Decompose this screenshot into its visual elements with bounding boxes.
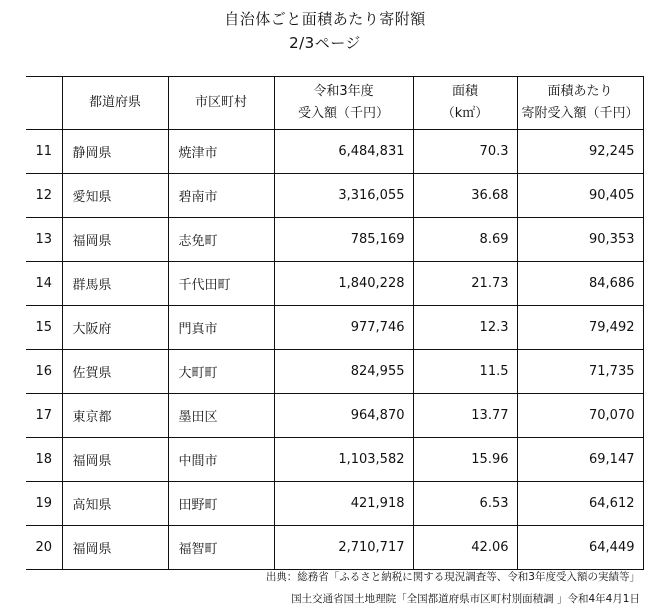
header-per-area (517, 77, 643, 130)
header-municipality: 市区町村 (168, 77, 274, 130)
header-rank (26, 77, 62, 130)
cell-per-area: 69,147 (517, 438, 643, 482)
cell-rank: 14 (26, 262, 62, 306)
cell-per-area: 90,405 (517, 174, 643, 218)
page-number: 2/3ページ (289, 34, 361, 52)
cell-per-area: 92,245 (517, 130, 643, 174)
cell-municipality: 碧南市 (168, 174, 274, 218)
table-row (26, 394, 643, 438)
cell-per-area: 64,449 (517, 526, 643, 570)
cell-donation: 785,169 (274, 218, 413, 262)
cell-area: 12.3 (413, 306, 517, 350)
cell-prefecture: 福岡県 (62, 218, 168, 262)
header-per-area-line1: 面積あたり (547, 84, 613, 99)
donation-table (26, 76, 644, 570)
cell-donation: 6,484,831 (274, 130, 413, 174)
cell-municipality: 中間市 (168, 438, 274, 482)
cell-prefecture: 大阪府 (62, 306, 168, 350)
table-row (26, 262, 643, 306)
cell-area: 13.77 (413, 394, 517, 438)
cell-area: 11.5 (413, 350, 517, 394)
header-donation (274, 77, 413, 130)
table-body (26, 130, 643, 570)
cell-rank: 20 (26, 526, 62, 570)
header-prefecture: 都道府県 (62, 77, 168, 130)
cell-donation: 977,746 (274, 306, 413, 350)
table-row (26, 438, 643, 482)
cell-municipality: 門真市 (168, 306, 274, 350)
header-area (413, 77, 517, 130)
table-header-row (26, 77, 643, 130)
cell-rank: 13 (26, 218, 62, 262)
cell-per-area: 90,353 (517, 218, 643, 262)
cell-per-area: 79,492 (517, 306, 643, 350)
cell-municipality: 千代田町 (168, 262, 274, 306)
cell-donation: 2,710,717 (274, 526, 413, 570)
cell-prefecture: 佐賀県 (62, 350, 168, 394)
cell-donation: 964,870 (274, 394, 413, 438)
table-row (26, 482, 643, 526)
cell-donation: 824,955 (274, 350, 413, 394)
table-row (26, 526, 643, 570)
table-row (26, 306, 643, 350)
cell-donation: 1,840,228 (274, 262, 413, 306)
header-per-area-line2: 寄附受入額（千円） (521, 106, 639, 121)
cell-municipality: 志免町 (168, 218, 274, 262)
header-donation-line2: 受入額（千円） (297, 106, 389, 121)
table-row (26, 174, 643, 218)
cell-municipality: 大町町 (168, 350, 274, 394)
cell-municipality: 福智町 (168, 526, 274, 570)
cell-rank: 19 (26, 482, 62, 526)
cell-per-area: 84,686 (517, 262, 643, 306)
cell-prefecture: 東京都 (62, 394, 168, 438)
cell-area: 8.69 (413, 218, 517, 262)
cell-area: 21.73 (413, 262, 517, 306)
cell-prefecture: 群馬県 (62, 262, 168, 306)
cell-municipality: 墨田区 (168, 394, 274, 438)
header-area-line2: （k㎡） (441, 106, 489, 121)
cell-area: 42.06 (413, 526, 517, 570)
cell-area: 36.68 (413, 174, 517, 218)
header-area-line1: 面積 (451, 84, 478, 99)
cell-rank: 15 (26, 306, 62, 350)
cell-donation: 421,918 (274, 482, 413, 526)
cell-municipality: 田野町 (168, 482, 274, 526)
cell-donation: 1,103,582 (274, 438, 413, 482)
cell-prefecture: 静岡県 (62, 130, 168, 174)
cell-donation: 3,316,055 (274, 174, 413, 218)
cell-rank: 17 (26, 394, 62, 438)
cell-municipality: 焼津市 (168, 130, 274, 174)
table-row (26, 218, 643, 262)
cell-prefecture: 高知県 (62, 482, 168, 526)
cell-per-area: 64,612 (517, 482, 643, 526)
source-note: 出典：総務省「ふるさと納税に関する現況調査等、令和3年度受入額の実績等」 (265, 571, 640, 583)
cell-rank: 18 (26, 438, 62, 482)
cell-prefecture: 福岡県 (62, 438, 168, 482)
header-donation-line1: 令和3年度 (313, 84, 374, 99)
source-note-secondary: 国土交通省国土地理院「全国都道府県市区町村別面積調 」令和4年4月1日 (291, 593, 640, 605)
table-row (26, 350, 643, 394)
cell-per-area: 71,735 (517, 350, 643, 394)
cell-prefecture: 愛知県 (62, 174, 168, 218)
cell-per-area: 70,070 (517, 394, 643, 438)
cell-area: 15.96 (413, 438, 517, 482)
cell-rank: 11 (26, 130, 62, 174)
cell-area: 6.53 (413, 482, 517, 526)
table-row (26, 130, 643, 174)
cell-rank: 12 (26, 174, 62, 218)
cell-prefecture: 福岡県 (62, 526, 168, 570)
cell-area: 70.3 (413, 130, 517, 174)
cell-rank: 16 (26, 350, 62, 394)
page-title: 自治体ごと面積あたり寄附額 (224, 10, 426, 28)
